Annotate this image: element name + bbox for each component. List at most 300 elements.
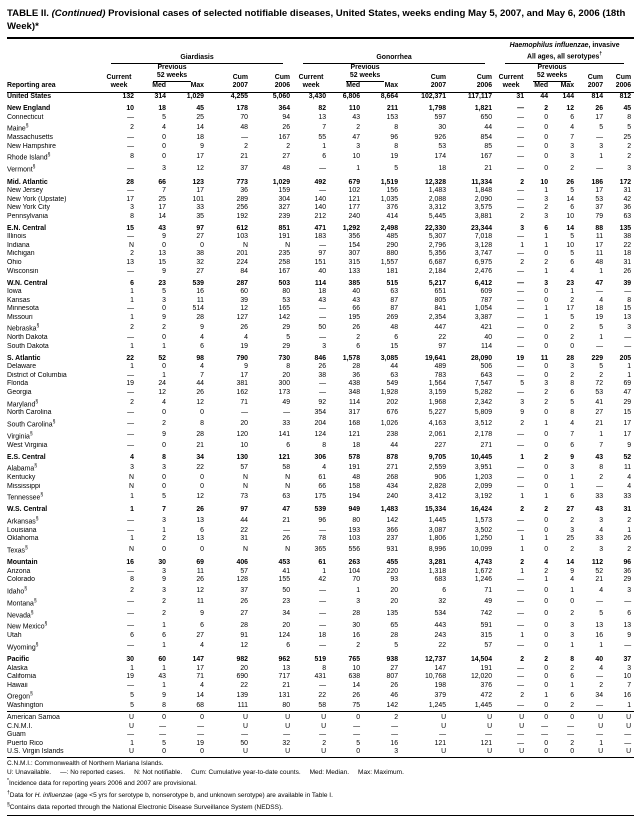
value-cell: 12 <box>196 586 204 594</box>
value-cell: 492 <box>314 178 327 186</box>
value-cell: 11 <box>623 463 632 471</box>
value-cell: 12 <box>196 492 204 500</box>
value-cell: 42 <box>623 195 632 203</box>
reporting-area-cell: District of Columbia <box>7 371 67 379</box>
table-row <box>7 632 634 641</box>
value-cell: 315 <box>480 632 493 640</box>
value-cell: 96 <box>623 559 632 567</box>
value-cell: 9 <box>162 431 166 439</box>
value-cell: — <box>127 419 134 427</box>
value-cell: 34 <box>282 610 291 618</box>
reporting-area-cell: Pennsylvania <box>7 212 48 220</box>
value-cell: U <box>321 748 327 756</box>
value-cell: 31 <box>623 187 632 195</box>
value-cell: 5 <box>162 492 166 500</box>
value-cell: 13 <box>126 259 134 266</box>
value-cell: 1 <box>520 492 525 500</box>
value-cell: 14 <box>566 195 575 203</box>
value-cell: 5 <box>356 739 361 747</box>
table-row <box>7 380 634 389</box>
value-cell: 0 <box>544 739 549 747</box>
value-cell: U <box>207 711 251 723</box>
value-cell: 2 <box>162 323 166 331</box>
value-cell: 6 <box>200 342 204 350</box>
value-cell: — <box>127 526 134 534</box>
value-cell: 0 <box>544 622 549 630</box>
value-cell: 227 <box>434 441 447 449</box>
value-cell: 514 <box>192 305 204 313</box>
value-cell: 269 <box>386 313 399 321</box>
value-cell: — <box>517 642 525 650</box>
value-cell: — <box>517 313 525 321</box>
value-cell: 1 <box>520 567 525 575</box>
value-cell: 47 <box>352 134 361 142</box>
value-cell: — <box>485 731 493 739</box>
value-cell: 949 <box>348 506 361 514</box>
value-cell: 3 <box>356 598 361 606</box>
value-cell: — <box>127 233 134 241</box>
value-cell: 4 <box>570 267 575 275</box>
value-cell: 24 <box>158 380 166 388</box>
value-cell: 0 <box>200 241 204 249</box>
value-cell: 23,344 <box>470 224 493 232</box>
value-cell: 730 <box>278 354 291 362</box>
value-cell: 21 <box>595 419 604 427</box>
value-cell: 6 <box>544 224 549 232</box>
value-cell: 13 <box>158 250 166 258</box>
value-cell: 7 <box>599 441 604 449</box>
value-cell: 4 <box>599 296 604 304</box>
value-cell: 10 <box>352 153 361 161</box>
value-cell: 17 <box>196 664 204 672</box>
value-cell: 1,928 <box>380 388 399 396</box>
value-cell: 1 <box>162 526 166 534</box>
value-cell: 11 <box>196 567 204 575</box>
value-cell: 1 <box>570 482 575 490</box>
value-cell: 0 <box>162 363 166 371</box>
value-cell: 1 <box>356 164 361 172</box>
value-cell: — <box>567 731 575 739</box>
value-cell: 1,806 <box>428 535 447 543</box>
value-cell: 12,020 <box>470 673 493 681</box>
value-cell: 154 <box>348 241 361 249</box>
table-row <box>7 409 634 418</box>
value-cell: 8 <box>394 124 399 132</box>
value-cell: 638 <box>348 673 361 681</box>
value-cell: 191 <box>348 463 361 471</box>
value-cell: 63 <box>390 288 399 296</box>
value-cell: 87 <box>390 305 399 313</box>
value-cell: — <box>624 288 632 296</box>
value-cell: 165 <box>278 305 291 313</box>
table-row <box>7 143 634 152</box>
value-cell: 42 <box>318 576 327 584</box>
value-cell: 2 <box>599 371 604 379</box>
hinfluenzae-cum-2007-header: Cum 2007 <box>587 73 604 90</box>
value-cell: 1 <box>162 664 166 672</box>
value-cell: 742 <box>480 610 493 618</box>
value-cell: 192 <box>236 212 248 220</box>
value-cell: 8 <box>130 153 134 161</box>
reporting-area-cell: E.S. Central <box>7 453 46 461</box>
value-cell: 40 <box>318 267 327 275</box>
value-cell: 14 <box>158 212 166 220</box>
value-cell: 132 <box>122 93 134 101</box>
reporting-area-cell: S. Atlantic <box>7 354 41 362</box>
value-cell: 17 <box>595 187 604 195</box>
table-row <box>7 363 634 372</box>
value-cell: 8 <box>394 142 399 150</box>
value-cell: 643 <box>480 371 493 379</box>
value-cell: 0 <box>162 545 166 553</box>
value-cell: 4 <box>200 642 204 650</box>
reporting-area-cell: Washington <box>7 702 44 710</box>
reporting-area-cell: U.S. Virgin Islands <box>7 748 64 756</box>
value-cell: 4 <box>599 664 604 672</box>
value-cell: 3 <box>627 586 632 594</box>
value-cell: 7 <box>570 431 575 439</box>
table-row <box>7 233 634 242</box>
value-cell: 168 <box>348 419 361 427</box>
value-cell: — <box>319 622 327 630</box>
value-cell: 211 <box>386 105 399 113</box>
value-cell: 1 <box>130 342 134 350</box>
value-cell: — <box>517 516 525 524</box>
table-row <box>7 690 634 702</box>
value-cell: 327 <box>278 204 291 212</box>
reporting-area-cell: Nebraska§ <box>7 323 40 333</box>
value-cell: 29 <box>282 342 291 350</box>
value-cell: 55 <box>318 134 327 142</box>
table-row <box>7 398 634 410</box>
value-cell: — <box>596 702 604 710</box>
value-cell: 4 <box>599 586 604 594</box>
value-cell: 26 <box>196 576 204 584</box>
value-cell: 28 <box>352 363 361 371</box>
value-cell: — <box>517 296 525 304</box>
table-row <box>7 314 634 323</box>
value-cell: 66 <box>352 305 361 313</box>
value-cell: — <box>517 586 525 594</box>
value-cell: — <box>517 441 525 449</box>
value-cell: 13 <box>623 622 632 630</box>
value-cell: 2 <box>520 259 525 266</box>
reporting-area-cell: Tennessee§ <box>7 492 44 502</box>
value-cell: 140 <box>314 204 327 212</box>
value-cell: 121 <box>278 453 291 461</box>
value-cell: 27 <box>196 632 204 640</box>
value-cell: 28 <box>240 622 248 630</box>
value-cell: 229 <box>591 354 604 362</box>
value-cell: 381 <box>236 380 248 388</box>
value-cell: 22 <box>240 681 248 689</box>
value-cell: 43 <box>158 224 166 232</box>
value-cell: 6 <box>322 153 327 161</box>
value-cell: 1 <box>544 305 549 313</box>
value-cell: 0 <box>544 702 549 710</box>
cnmi-footnote: C.N.M.I.: Commonwealth of Northern Mariana Islands. <box>7 760 164 767</box>
value-cell: — <box>517 279 525 287</box>
value-cell: 121 <box>348 195 361 203</box>
table-row <box>7 702 634 711</box>
value-cell: 3 <box>570 153 575 161</box>
value-cell: 506 <box>480 363 493 371</box>
value-cell: 539 <box>192 279 204 287</box>
value-cell: 201 <box>236 250 248 258</box>
value-cell: 376 <box>386 204 399 212</box>
value-cell: — <box>517 388 525 396</box>
table-row <box>7 450 634 462</box>
value-cell: 790 <box>236 354 248 362</box>
value-cell: 3,747 <box>474 250 493 258</box>
value-cell: 37 <box>623 656 632 664</box>
value-cell: 317 <box>348 409 361 417</box>
value-cell: 13 <box>595 622 604 630</box>
value-cell: 174 <box>434 153 447 161</box>
value-cell: 2 <box>544 567 549 575</box>
value-cell: 36 <box>352 371 361 379</box>
title-footnote-marker: * <box>35 21 39 32</box>
value-cell: 2 <box>544 656 549 664</box>
value-cell: 5 <box>570 250 575 258</box>
reporting-area-cell: Maryland§ <box>7 398 39 408</box>
value-cell: 20 <box>282 371 291 379</box>
value-cell: — <box>517 681 525 689</box>
value-cell: 69 <box>623 380 632 388</box>
hinfluenzae-previous-52-weeks-header: Previous 52 weeks <box>527 64 577 82</box>
value-cell: 0 <box>544 124 549 132</box>
value-cell: 66 <box>158 178 166 186</box>
value-cell: 102 <box>348 187 361 195</box>
value-cell: U <box>487 748 493 756</box>
value-cell: 0 <box>544 296 549 304</box>
value-cell: 4,255 <box>230 93 248 101</box>
value-cell: 0 <box>544 409 549 417</box>
value-cell: — <box>596 482 604 490</box>
value-cell: 5 <box>599 323 604 331</box>
value-cell: 16 <box>196 288 204 296</box>
value-cell: 15 <box>158 259 166 266</box>
value-cell: 503 <box>278 279 291 287</box>
value-cell: 23 <box>282 598 291 606</box>
value-cell: 39 <box>240 296 248 304</box>
value-cell: 27 <box>566 506 575 514</box>
value-cell: 1,292 <box>342 224 361 232</box>
value-cell: 3 <box>394 748 399 756</box>
value-cell: 7 <box>627 681 632 689</box>
value-cell: 27 <box>595 409 604 417</box>
value-cell: 3 <box>130 463 134 471</box>
value-cell: 40 <box>595 656 604 664</box>
value-cell: 181 <box>386 267 399 275</box>
value-cell: 515 <box>386 279 399 287</box>
value-cell: 0 <box>544 482 549 490</box>
value-cell: 0 <box>544 323 549 331</box>
value-cell: 191 <box>480 664 493 672</box>
value-cell: 50 <box>240 739 248 747</box>
value-cell: 205 <box>619 354 632 362</box>
value-cell: 13 <box>196 535 204 543</box>
value-cell: 114 <box>349 399 361 407</box>
table-row <box>7 748 634 757</box>
value-cell: — <box>517 371 525 379</box>
value-cell: 10 <box>623 673 632 681</box>
value-cell: 0 <box>551 711 577 723</box>
value-cell: — <box>596 673 604 681</box>
value-cell: — <box>624 334 632 342</box>
giardiasis-current-week-header: Current week <box>106 73 132 90</box>
value-cell: 22 <box>623 241 632 249</box>
value-cell: 22 <box>126 354 134 362</box>
value-cell: — <box>241 731 248 739</box>
value-cell: 36 <box>240 187 248 195</box>
value-cell: 3 <box>570 632 575 640</box>
value-cell: 4 <box>627 474 632 482</box>
value-cell: 10,099 <box>470 545 493 553</box>
table-row <box>7 322 634 334</box>
value-cell: 0 <box>544 164 549 172</box>
value-cell: 156 <box>386 187 399 195</box>
value-cell: 8 <box>162 702 166 710</box>
value-cell: 44 <box>390 363 399 371</box>
hinfluenzae-group-header: Haemophilus influenzae, invasive All ages, all serotypes† <box>495 42 634 64</box>
value-cell: 0 <box>200 409 204 417</box>
reporting-area-cell: Missouri <box>7 313 33 321</box>
reporting-area-cell: Mississippi <box>7 482 41 490</box>
value-cell: — <box>319 642 327 650</box>
value-cell: 1 <box>599 642 604 650</box>
value-cell: U <box>495 711 527 723</box>
value-cell: 6 <box>442 586 447 594</box>
value-cell: 173 <box>278 388 291 396</box>
value-cell: 153 <box>386 113 399 121</box>
value-cell: 0 <box>544 681 549 689</box>
value-cell: 37 <box>240 586 248 594</box>
value-cell: 243 <box>434 632 447 640</box>
value-cell: 48 <box>240 124 248 132</box>
value-cell: 846 <box>314 354 327 362</box>
value-cell: 0 <box>544 463 549 471</box>
value-cell: 2 <box>627 142 632 150</box>
value-cell: 0 <box>162 441 166 449</box>
reporting-area-cell: Minnesota <box>7 305 39 313</box>
value-cell: 53 <box>282 296 291 304</box>
value-cell: 3 <box>599 545 604 553</box>
value-cell: 53 <box>438 142 447 150</box>
reporting-area-cell: Alaska <box>7 664 28 672</box>
value-cell: — <box>517 233 525 241</box>
value-cell: 80 <box>282 288 291 296</box>
value-cell: 133 <box>348 267 361 275</box>
value-cell: — <box>127 642 134 650</box>
value-cell: 22 <box>438 334 447 342</box>
value-cell: 17 <box>196 153 204 161</box>
value-cell: 3 <box>162 164 166 172</box>
value-cell: 5,227 <box>428 409 447 417</box>
reporting-area-cell: Arkansas§ <box>7 516 39 526</box>
value-cell: 5 <box>570 233 575 241</box>
value-cell: 1,578 <box>342 354 361 362</box>
value-cell: — <box>517 622 525 630</box>
table-row <box>7 585 634 597</box>
reporting-area-cell: C.N.M.I. <box>7 722 33 730</box>
value-cell: 2 <box>570 323 575 331</box>
reporting-area-cell: Georgia <box>7 388 32 396</box>
value-cell: 26 <box>282 124 291 132</box>
value-cell: 21 <box>282 516 291 524</box>
value-cell: 1,029 <box>186 93 204 101</box>
value-cell: 2 <box>570 164 575 172</box>
value-cell: 32 <box>282 739 291 747</box>
hinfluenzae-current-week-header: Current week <box>498 73 524 90</box>
value-cell: 6,412 <box>474 279 493 287</box>
value-cell: 7 <box>162 506 166 514</box>
value-cell: 2 <box>544 105 549 113</box>
value-cell: 19 <box>126 380 134 388</box>
value-cell: 1 <box>162 371 166 379</box>
value-cell: U <box>129 748 134 756</box>
gonorrhea-max-header: Max <box>384 82 399 90</box>
value-cell: 19 <box>126 673 134 681</box>
value-cell: 16 <box>595 632 604 640</box>
value-cell: 66 <box>318 482 327 490</box>
value-cell: 38 <box>196 250 204 258</box>
value-cell: 1 <box>599 739 604 747</box>
value-cell: — <box>127 371 134 379</box>
value-cell: — <box>127 431 134 439</box>
value-cell: 40 <box>352 288 361 296</box>
value-cell: 0 <box>162 409 166 417</box>
value-cell: — <box>517 598 525 606</box>
value-cell: 0 <box>544 748 549 756</box>
value-cell: 9 <box>162 233 166 241</box>
value-cell: 8 <box>130 576 134 584</box>
value-cell: 23 <box>566 279 575 287</box>
table-row <box>7 474 634 483</box>
value-cell: 258 <box>278 259 291 266</box>
value-cell: 121 <box>480 739 493 747</box>
value-cell: 120 <box>236 431 248 439</box>
value-cell: 982 <box>236 656 248 664</box>
value-cell: 271 <box>480 441 493 449</box>
value-cell: 2 <box>599 474 604 482</box>
value-cell: 97 <box>318 250 327 258</box>
value-cell: 21 <box>196 441 204 449</box>
value-cell: 142 <box>386 702 399 710</box>
value-cell: 110 <box>348 105 361 113</box>
value-cell: 6 <box>570 673 575 681</box>
reporting-area-cell: Wyoming§ <box>7 641 39 652</box>
value-cell: U <box>243 748 248 756</box>
value-cell: U <box>441 722 447 730</box>
value-cell: 8 <box>200 419 204 427</box>
value-cell: 4 <box>244 334 248 342</box>
value-cell: 271 <box>386 463 399 471</box>
notifiable-diseases-table <box>7 42 634 758</box>
value-cell: — <box>127 164 134 172</box>
table-row <box>7 535 634 544</box>
value-cell: — <box>159 722 166 730</box>
value-cell: U <box>626 748 632 756</box>
value-cell: 57 <box>240 463 248 471</box>
value-cell: 1 <box>322 142 327 150</box>
table-header <box>7 42 634 93</box>
value-cell: — <box>596 598 604 606</box>
value-cell: 4 <box>200 363 204 371</box>
value-cell: 1 <box>130 363 134 371</box>
value-cell: 45 <box>623 105 632 113</box>
value-cell: 71 <box>240 399 248 407</box>
